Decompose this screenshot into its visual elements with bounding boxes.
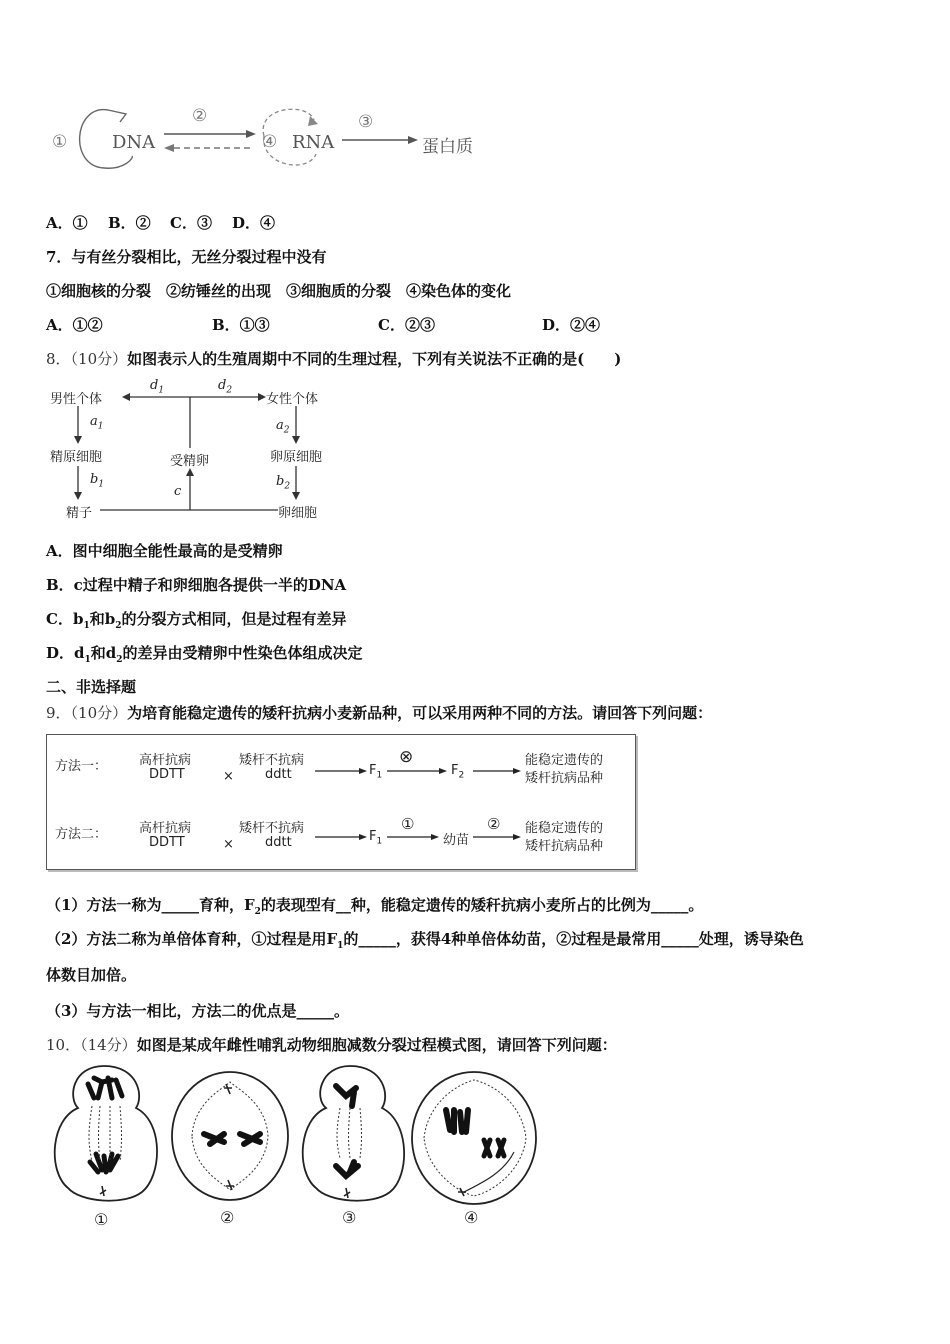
m1-F1-sub: 1 [376,770,383,781]
a1-sub: 1 [97,421,104,432]
reverse-arrowhead [164,144,174,152]
b2-text: b [276,474,285,489]
q9-sub2-cont: 体数目加倍。 [46,966,137,984]
q8-option-c[interactable] [46,608,346,631]
m2-arrowhead-1 [359,834,367,840]
q8-option-b[interactable]: B．c过程中精子和卵细胞各提供一半的DNA [46,576,347,594]
q8-d-sub1: 1 [84,655,91,665]
m2-dwarf: 矮杆不抗病 [239,821,305,836]
q9-number: 9．（10分） [46,704,128,722]
label-circled-1: ① [52,132,68,152]
m2-step1: ① [401,815,415,833]
cell-label-2: ② [220,1208,235,1227]
q7-option-c[interactable]: C．②③ [378,316,435,334]
b1-text: b [90,472,99,487]
m2-arrowhead-3 [513,834,521,840]
replication-arrowhead [108,110,126,122]
m1-F2 [451,763,464,781]
q9-sub2-a: （2）方法二称为单倍体育种，①过程是用F [46,930,338,948]
q9-sub1-a: （1）方法一称为_____育种，F [46,896,255,914]
m2-stable-2: 矮杆抗病品种 [525,839,604,854]
figure-breeding-methods [46,734,636,870]
label-circled-2: ② [192,106,208,126]
q9-sub2-b: 的_____，获得4种单倍体幼苗，②过程是最常用_____处理，诱导染色 [343,930,804,948]
q9-sub1-sub: 2 [254,907,261,917]
label-a1 [90,414,104,432]
cell-1 [55,1066,157,1201]
cell-label-4: ④ [464,1208,479,1227]
q8-c-mid: 和b [89,610,116,628]
label-d1 [150,378,164,396]
m2-F1-F: F [369,829,377,844]
q6-option-b[interactable]: B．② [108,214,151,232]
rna-loop-arrowhead [308,116,318,126]
q9-sub2-sub: 1 [337,941,344,951]
b1-sub: 1 [98,479,105,490]
q10-number: 10．（14分） [46,1036,137,1054]
m2-step2: ② [487,815,501,833]
q8-question [46,348,621,369]
q7-option-d[interactable]: D．②④ [542,316,601,334]
section-heading: 二、非选择题 [46,678,137,696]
figure-meiosis-cells [44,1062,544,1232]
m1-arrowhead-3 [513,768,521,774]
a2-text: a [276,418,284,433]
q9-sub1 [46,894,703,917]
method1-label: 方法一： [55,759,108,774]
transcription-arrowhead [246,130,256,138]
q8-d-post: 的差异由受精卵中性染色体组成决定 [122,644,363,662]
a1-text: a [90,414,98,429]
cell-label-1: ① [94,1210,109,1229]
a1-arrowhead [74,436,82,444]
m1-stable-1: 能稳定遗传的 [525,753,604,768]
m1-tall-resistant: 高杆抗病 [139,753,192,768]
label-egg: 卵细胞 [278,506,318,521]
d2-sub: 2 [226,385,233,396]
selfing-icon: ⊗ [399,747,414,767]
figure-central-dogma [46,96,486,176]
q7-stem: 7．与有丝分裂相比，无丝分裂过程中没有 [46,248,327,266]
b2-arrowhead [292,492,300,500]
d1-text: d [150,378,159,393]
label-d2 [218,378,232,396]
label-sperm: 精子 [66,506,93,521]
label-rna: RNA [292,132,335,153]
label-b1 [90,472,104,490]
m2-arrowhead-2 [431,834,439,840]
label-oogonium: 卵原细胞 [270,450,323,465]
label-spermatogonium: 精原细胞 [50,450,103,465]
d1-arrowhead [122,393,130,401]
label-circled-4: ④ [262,132,278,152]
m1-DDTT: DDTT [149,767,185,782]
m1-arrowhead-2 [439,768,447,774]
m1-dwarf: 矮杆不抗病 [239,753,305,768]
q8-c-sub2: 2 [115,621,122,631]
label-female: 女性个体 [266,392,319,407]
cell-3 [303,1066,404,1201]
m1-F2-F: F [451,763,459,778]
d2-text: d [218,378,227,393]
cell-label-3: ③ [342,1208,357,1227]
c-arrowhead [186,468,194,476]
b2-sub: 2 [284,481,291,492]
q7-option-b[interactable]: B．①③ [212,316,270,334]
q6-option-a[interactable]: A．① [46,214,88,232]
q8-number: 8．（10分） [46,350,128,368]
label-protein: 蛋白质 [422,137,473,157]
translation-arrowhead [408,136,418,144]
cell-2 [172,1072,288,1200]
label-circled-3: ③ [358,112,374,132]
d2-arrowhead [258,393,266,401]
m2-F1-sub: 1 [376,836,383,847]
q6-option-c[interactable]: C．③ [170,214,212,232]
q8-stem: 如图表示人的生殖周期中不同的生理过程，下列有关说法不正确的是( ) [127,350,622,368]
m2-seedling: 幼苗 [443,833,470,848]
q8-c-sub1: 1 [83,621,90,631]
q8-d-pre: D．d [46,644,85,662]
m1-F1 [369,763,382,781]
q9-sub1-b: 的表现型有__种，能稳定遗传的矮秆抗病小麦所占的比例为_____。 [260,896,704,914]
meiosis-cells-diagram [44,1062,544,1232]
q8-d-sub2: 2 [116,655,123,665]
q6-option-d[interactable]: D．④ [232,214,276,232]
m2-ddtt: ddtt [265,835,292,850]
q8-d-mid: 和d [90,644,117,662]
m1-ddtt: ddtt [265,767,292,782]
q9-question [46,702,712,723]
figure-reproduction-cycle [46,380,346,520]
m1-F2-sub: 2 [458,770,465,781]
m2-F1 [369,829,382,847]
q7-items: ①细胞核的分裂 ②纺锤丝的出现 ③细胞质的分裂 ④染色体的变化 [46,282,512,300]
q10-question [46,1034,617,1055]
method2-label: 方法二： [55,827,108,842]
m2-DDTT: DDTT [149,835,185,850]
label-b2 [276,474,290,492]
m2-stable-1: 能稳定遗传的 [525,821,604,836]
q8-c-post: 的分裂方式相同，但是过程有差异 [121,610,347,628]
d1-sub: 1 [158,385,165,396]
q8-c-pre: C．b [46,610,84,628]
m1-F1-F: F [369,763,377,778]
q7-option-a[interactable]: A．①② [46,316,103,334]
q9-sub2 [46,928,804,951]
m2-cross: × [223,837,234,852]
m1-stable-2: 矮杆抗病品种 [525,771,604,786]
label-c: c [174,484,182,499]
m1-arrowhead-1 [359,768,367,774]
q9-sub3: （3）与方法一相比，方法二的优点是_____。 [46,1002,349,1020]
cell-4 [412,1072,536,1204]
q9-stem: 为培育能稳定遗传的矮秆抗病小麦新品种，可以采用两种不同的方法。请回答下列问题： [127,704,713,722]
q10-stem: 如图是某成年雌性哺乳动物细胞减数分裂过程模式图，请回答下列问题： [136,1036,617,1054]
q8-option-a[interactable]: A．图中细胞全能性最高的是受精卵 [46,542,283,560]
label-a2 [276,418,290,436]
m1-cross: × [223,769,234,784]
q8-option-d[interactable] [46,642,363,665]
b1-arrowhead [74,492,82,500]
a2-arrowhead [292,436,300,444]
label-dna: DNA [112,132,156,153]
a2-sub: 2 [283,425,290,436]
label-zygote: 受精卵 [170,454,210,469]
m2-tall-resistant: 高杆抗病 [139,821,192,836]
label-male: 男性个体 [50,392,103,407]
